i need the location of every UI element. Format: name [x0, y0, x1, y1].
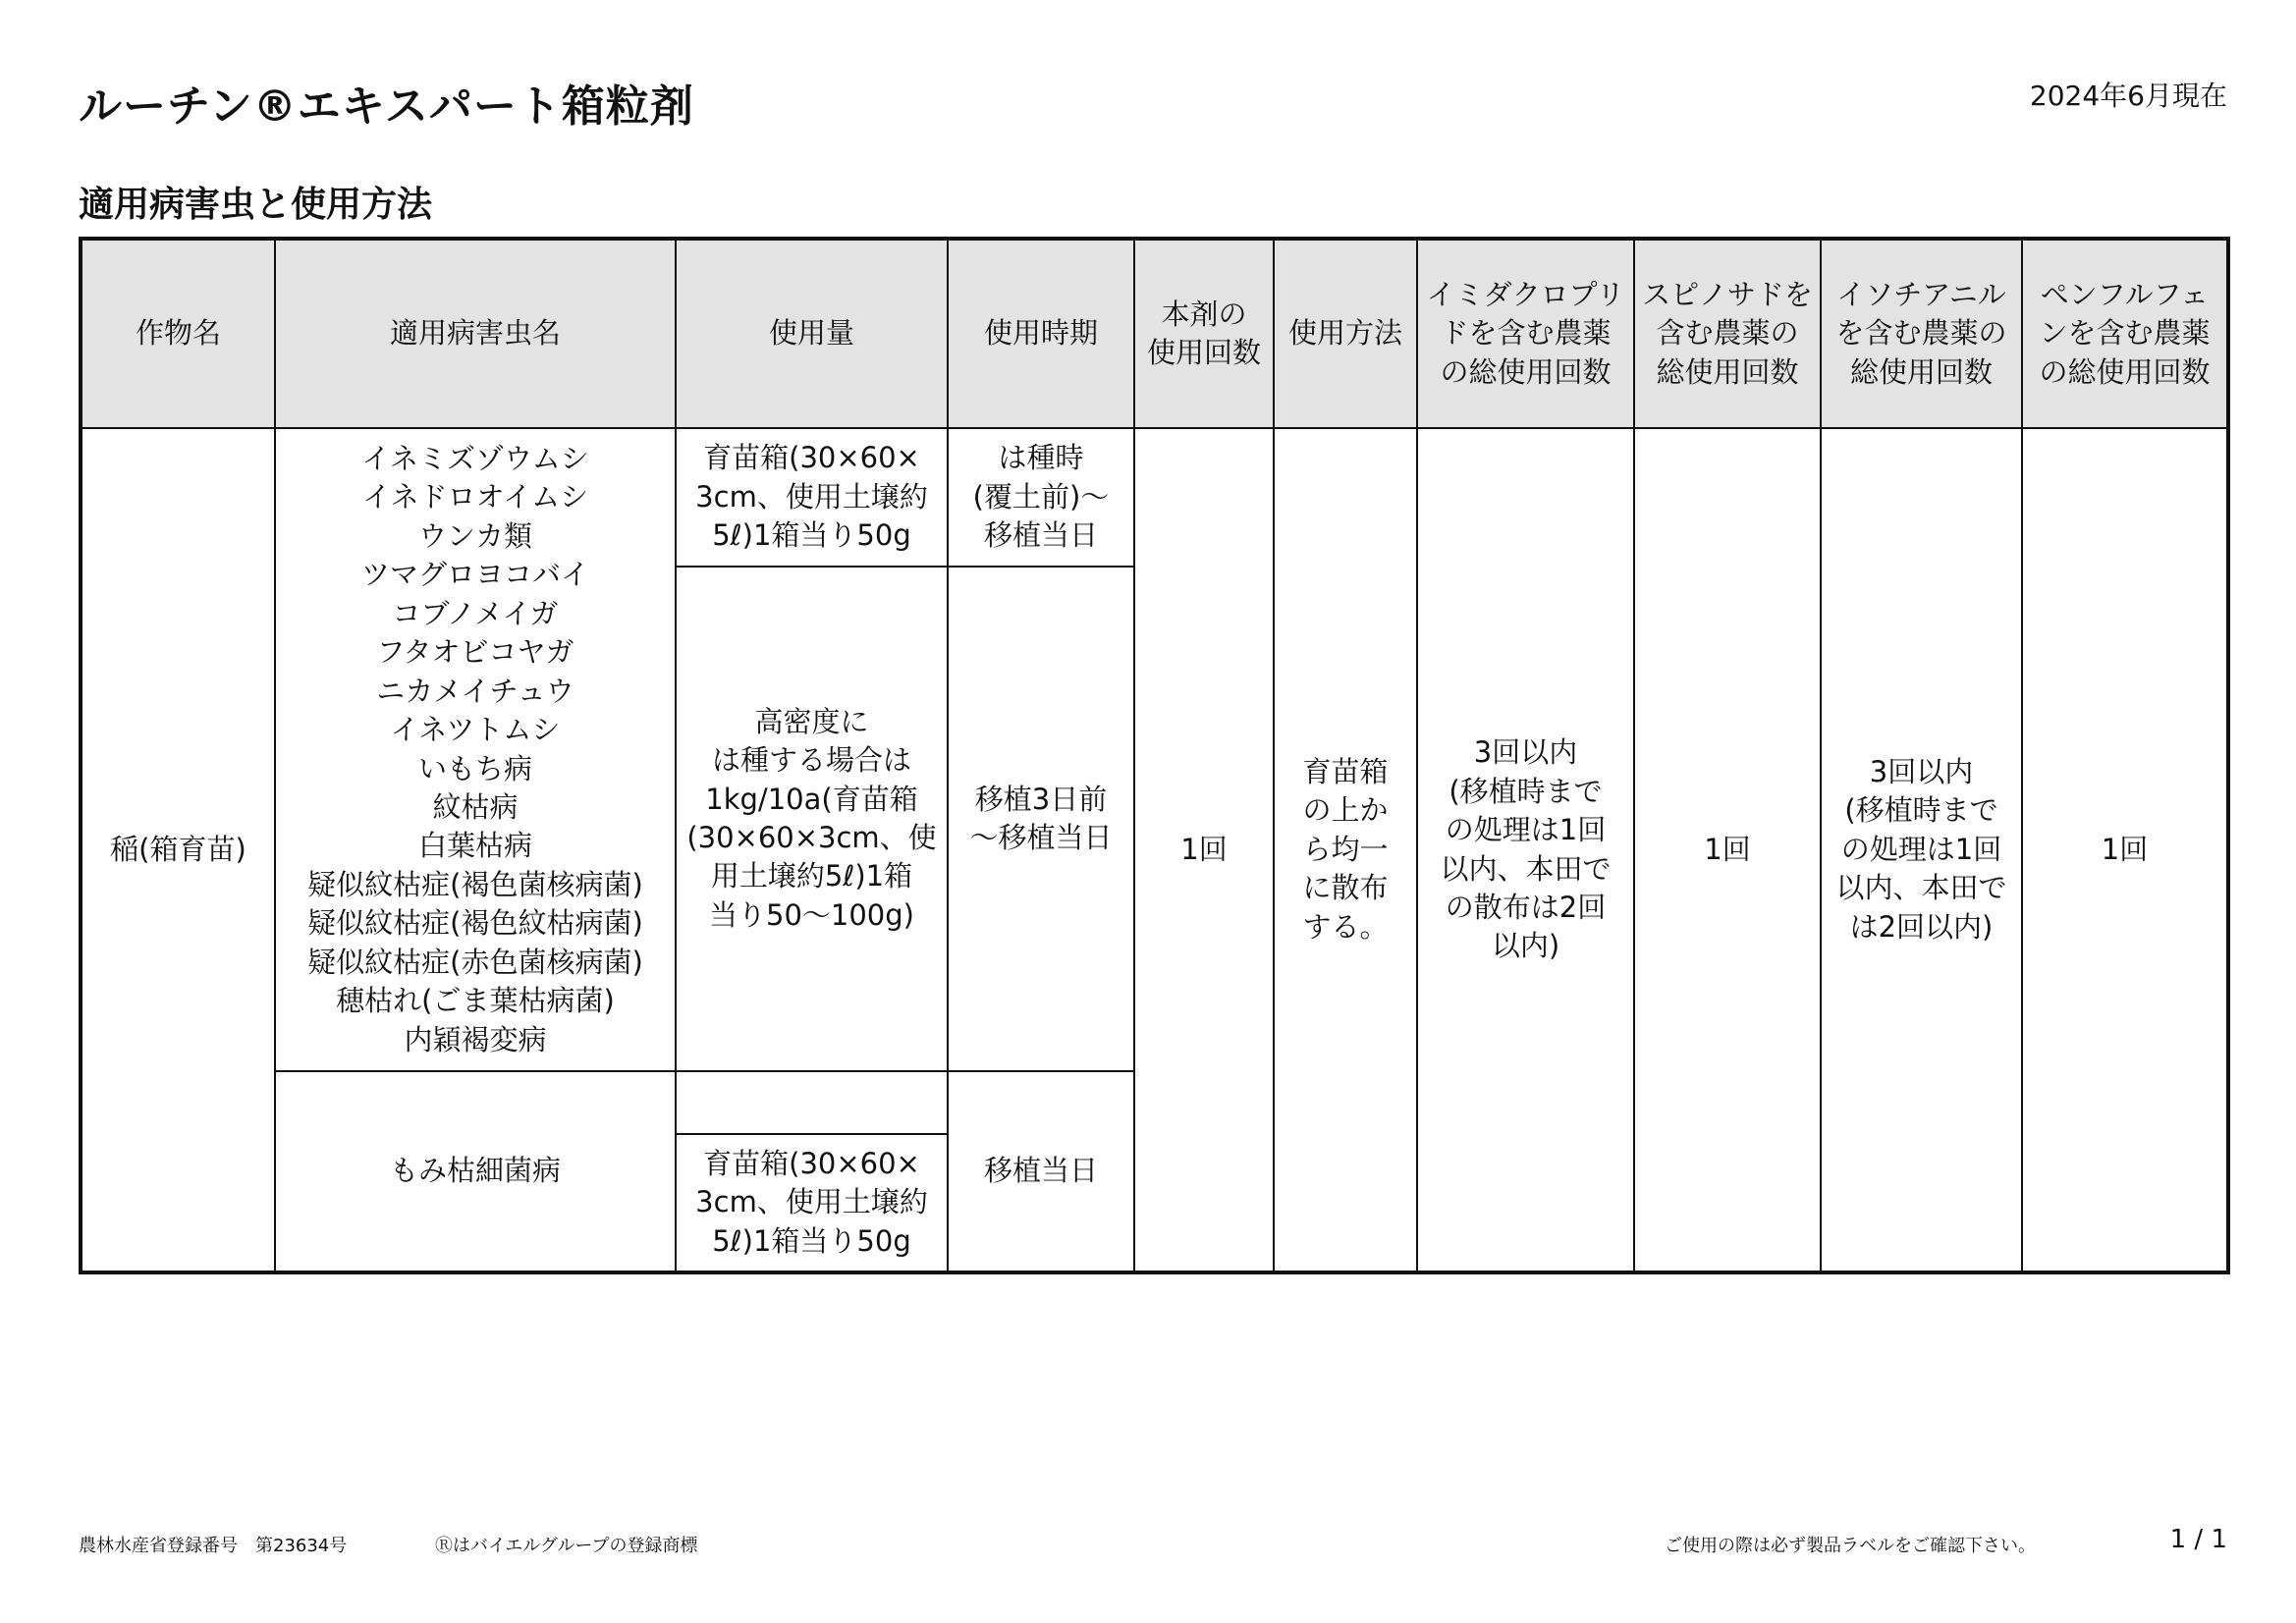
dose-cell-1: 育苗箱(30×60× 3cm、使用土壌約 5ℓ)1箱当り50g [676, 428, 948, 567]
header-row [81, 239, 2228, 428]
dose-spacer-cell [676, 1071, 948, 1134]
header-times: 本剤の 使用回数 [1134, 239, 1274, 428]
header-method: 使用方法 [1274, 239, 1417, 428]
section-heading: 適用病害虫と使用方法 [79, 185, 433, 225]
header-imidacloprid: イミダクロプリ ドを含む農薬 の総使用回数 [1417, 239, 1634, 428]
timing-cell-2: 移植3日前 〜移植当日 [948, 567, 1134, 1071]
method-cell: 育苗箱 の上か ら均一 に散布 する。 [1274, 428, 1417, 1272]
timing-cell-1: は種時 (覆土前)〜 移植当日 [948, 428, 1134, 567]
registration-number: 農林水産省登録番号 第23634号 [79, 1536, 348, 1556]
application-table [79, 237, 2230, 1274]
page-title: ルーチン®エキスパート箱粒剤 [79, 81, 694, 132]
isotianil-cell: 3回以内 (移植時まで の処理は1回 以内、本田で は2回以内) [1821, 428, 2022, 1272]
date-label: 2024年6月現在 [2029, 80, 2227, 112]
timing-cell-3: 移植当日 [948, 1071, 1134, 1272]
trademark-note: Ⓡはバイエルグループの登録商標 [435, 1536, 698, 1556]
crop-cell: 稲(箱育苗) [81, 428, 275, 1272]
pests-second-cell: もみ枯細菌病 [275, 1071, 676, 1272]
usage-notice: ご使用の際は必ず製品ラベルをご確認下さい。 [1665, 1536, 2036, 1556]
header-penflufen: ペンフルフェ ンを含む農薬 の総使用回数 [2022, 239, 2228, 428]
header-crop: 作物名 [81, 239, 275, 428]
dose-cell-2: 高密度に は種する場合は 1kg/10a(育苗箱 (30×60×3cm、使 用土壌約5ℓ)1箱 当り50〜100g) [676, 567, 948, 1071]
spinosad-cell: 1回 [1634, 428, 1821, 1272]
header-pests: 適用病害虫名 [275, 239, 676, 428]
pests-main-cell: イネミズゾウムシ イネドロオイムシ ウンカ類 ツマグロヨコバイ コブノメイガ フタオビコヤガ ニカメイチュウ イネツトムシ いもち病 紋枯病 白葉枯病 疑似紋枯症(褐色菌核病菌) 疑似紋枯症(褐色紋枯病菌) 疑似紋枯症(赤色菌核病菌) 穂枯れ(ごま葉枯病菌) 内穎褐変病 [275, 428, 676, 1071]
penflufen-cell: 1回 [2022, 428, 2228, 1272]
page-number: 1 / 1 [2169, 1525, 2227, 1554]
header-dose: 使用量 [676, 239, 948, 428]
header-spinosad: スピノサドを 含む農薬の 総使用回数 [1634, 239, 1821, 428]
times-cell: 1回 [1134, 428, 1274, 1272]
header-isotianil: イソチアニル を含む農薬の 総使用回数 [1821, 239, 2022, 428]
header-timing: 使用時期 [948, 239, 1134, 428]
table-row [81, 428, 2228, 567]
imidacloprid-cell: 3回以内 (移植時まで の処理は1回 以内、本田で の散布は2回 以内) [1417, 428, 1634, 1272]
dose-cell-3: 育苗箱(30×60× 3cm、使用土壌約 5ℓ)1箱当り50g [676, 1134, 948, 1272]
